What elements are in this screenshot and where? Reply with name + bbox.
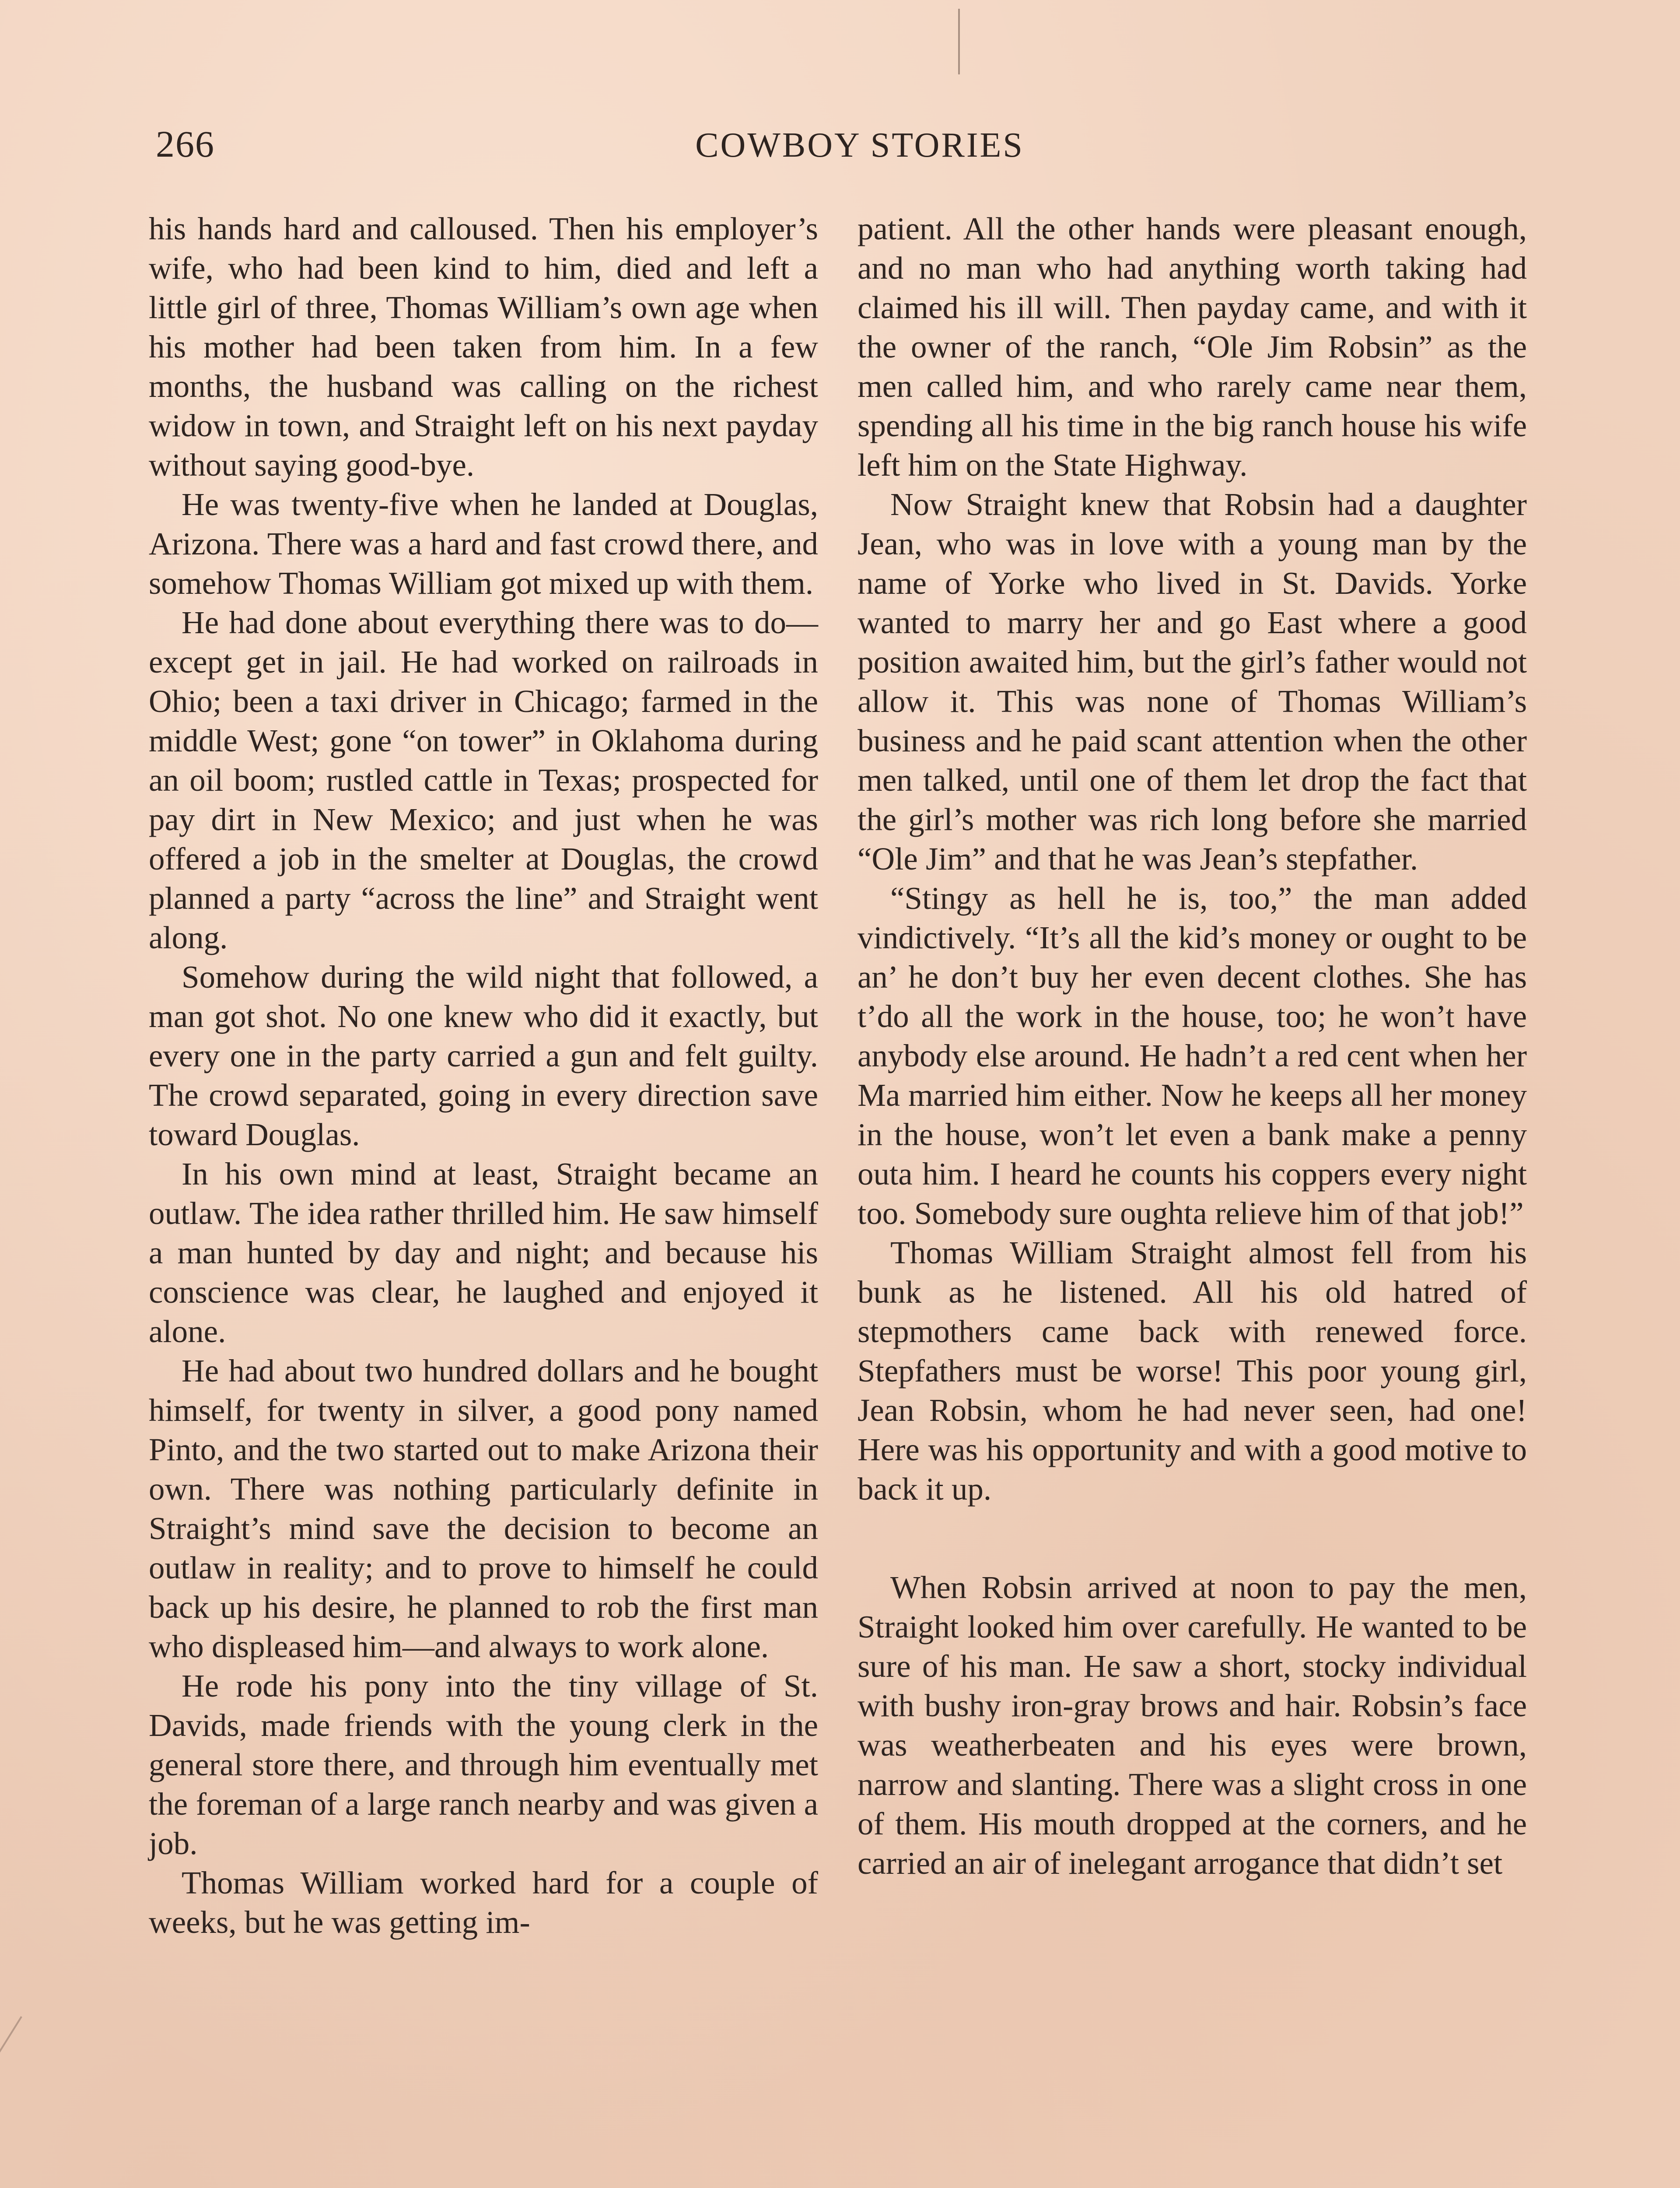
paragraph: Somehow during the wild night that followed, a man got shot. No one knew who did it exactly, but every one in the party carried a gun and felt guilty. The crowd separated, going in every direction save toward Douglas. bbox=[149, 959, 818, 1152]
right-column bbox=[858, 209, 1527, 1883]
paragraph: his hands hard and calloused. Then his employer’s wife, who had been kind to him, died and left a little girl of three, Thomas William’s own age when his mother had been taken from him. In a few months, the husband was calling on the richest widow in town, and Straight left on his next payday without saying good-bye. bbox=[149, 211, 818, 483]
paragraph: He was twenty-five when he landed at Douglas, Arizona. There was a hard and fast crowd there, and somehow Thomas William got mixed up with them. bbox=[149, 487, 818, 601]
running-title: COWBOY STORIES bbox=[695, 126, 1024, 165]
section-break bbox=[858, 1509, 1527, 1568]
paragraph: He had about two hundred dollars and he bought himself, for twenty in silver, a good pony named Pinto, and the two started out to make Arizona their own. There was nothing particularly definite in Straight’s mind save the decision to become an outlaw in reality; and to prove to himself he could back up his desire, he planned to rob the first man who displeased him—and always to work alone. bbox=[149, 1353, 818, 1664]
paragraph: He had done about everything there was to do—except get in jail. He had worked on railroads in Ohio; been a taxi driver in Chicago; farmed in the middle West; gone “on tower” in Oklahoma during an oil boom; rustled cattle in Texas; prospected for pay dirt in New Mexico; and just when he was offered a job in the smelter at Douglas, the crowd planned a party “across the line” and Straight went along. bbox=[149, 605, 818, 955]
paragraph: “Stingy as hell he is, too,” the man added vindictively. “It’s all the kid’s money or ought to be an’ he don’t buy her even decent clothes. She has t’do all the work in the house, too; he won’t have anybody else around. He hadn’t a red cent when her Ma married him either. Now he keeps all her money in the house, won’t let even a bank make a penny outa him. I heard he counts his coppers every night too. Somebody sure oughta relieve him of that job!” bbox=[858, 880, 1527, 1231]
paragraph: Thomas William Straight almost fell from his bunk as he listened. All his old hatred of stepmothers came back with renewed force. Stepfathers must be worse! This poor young girl, Jean Robsin, whom he had never seen, had one! Here was his opportunity and with a good motive to back it up. bbox=[858, 1235, 1527, 1507]
paragraph: Now Straight knew that Robsin had a daughter Jean, who was in love with a young man by the name of Yorke who lived in St. Davids. Yorke wanted to marry her and go East where a good position awaited him, but the girl’s father would not allow it. This was none of Thomas William’s business and he paid scant attention when the other men talked, until one of them let drop the fact that the girl’s mother was rich long before she married “Ole Jim” and that he was Jean’s stepfather. bbox=[858, 487, 1527, 877]
page-number: 266 bbox=[156, 123, 215, 165]
paragraph: When Robsin arrived at noon to pay the men, Straight looked him over carefully. He wanted to be sure of his man. He saw a short, stocky individual with bushy iron-gray brows and hair. Robsin’s face was weatherbeaten and his eyes were brown, narrow and slanting. There was a slight cross in one of them. His mouth dropped at the corners, and he carried an air of inelegant arrogance that didn’t set bbox=[858, 1570, 1527, 1881]
paragraph: Thomas William worked hard for a couple of weeks, but he was getting im- bbox=[149, 1865, 818, 1940]
margin-mark bbox=[0, 2016, 22, 2058]
paragraph: patient. All the other hands were pleasant enough, and no man who had anything worth taking had claimed his ill will. Then payday came, and with it the owner of the ranch, “Ole Jim Robsin” as the men called him, and who rarely came near them, spending all his time in the big ranch house his wife left him on the State Highway. bbox=[858, 211, 1527, 483]
paragraph: He rode his pony into the tiny village of St. Davids, made friends with the young clerk in the general store there, and through him eventually met the foreman of a large ranch nearby and was given a job. bbox=[149, 1668, 818, 1861]
page-edge-mark bbox=[958, 9, 960, 74]
paragraph: In his own mind at least, Straight became an outlaw. The idea rather thrilled him. He saw himself a man hunted by day and night; and because his conscience was clear, he laughed and enjoyed it alone. bbox=[149, 1156, 818, 1349]
left-column bbox=[149, 209, 818, 1942]
